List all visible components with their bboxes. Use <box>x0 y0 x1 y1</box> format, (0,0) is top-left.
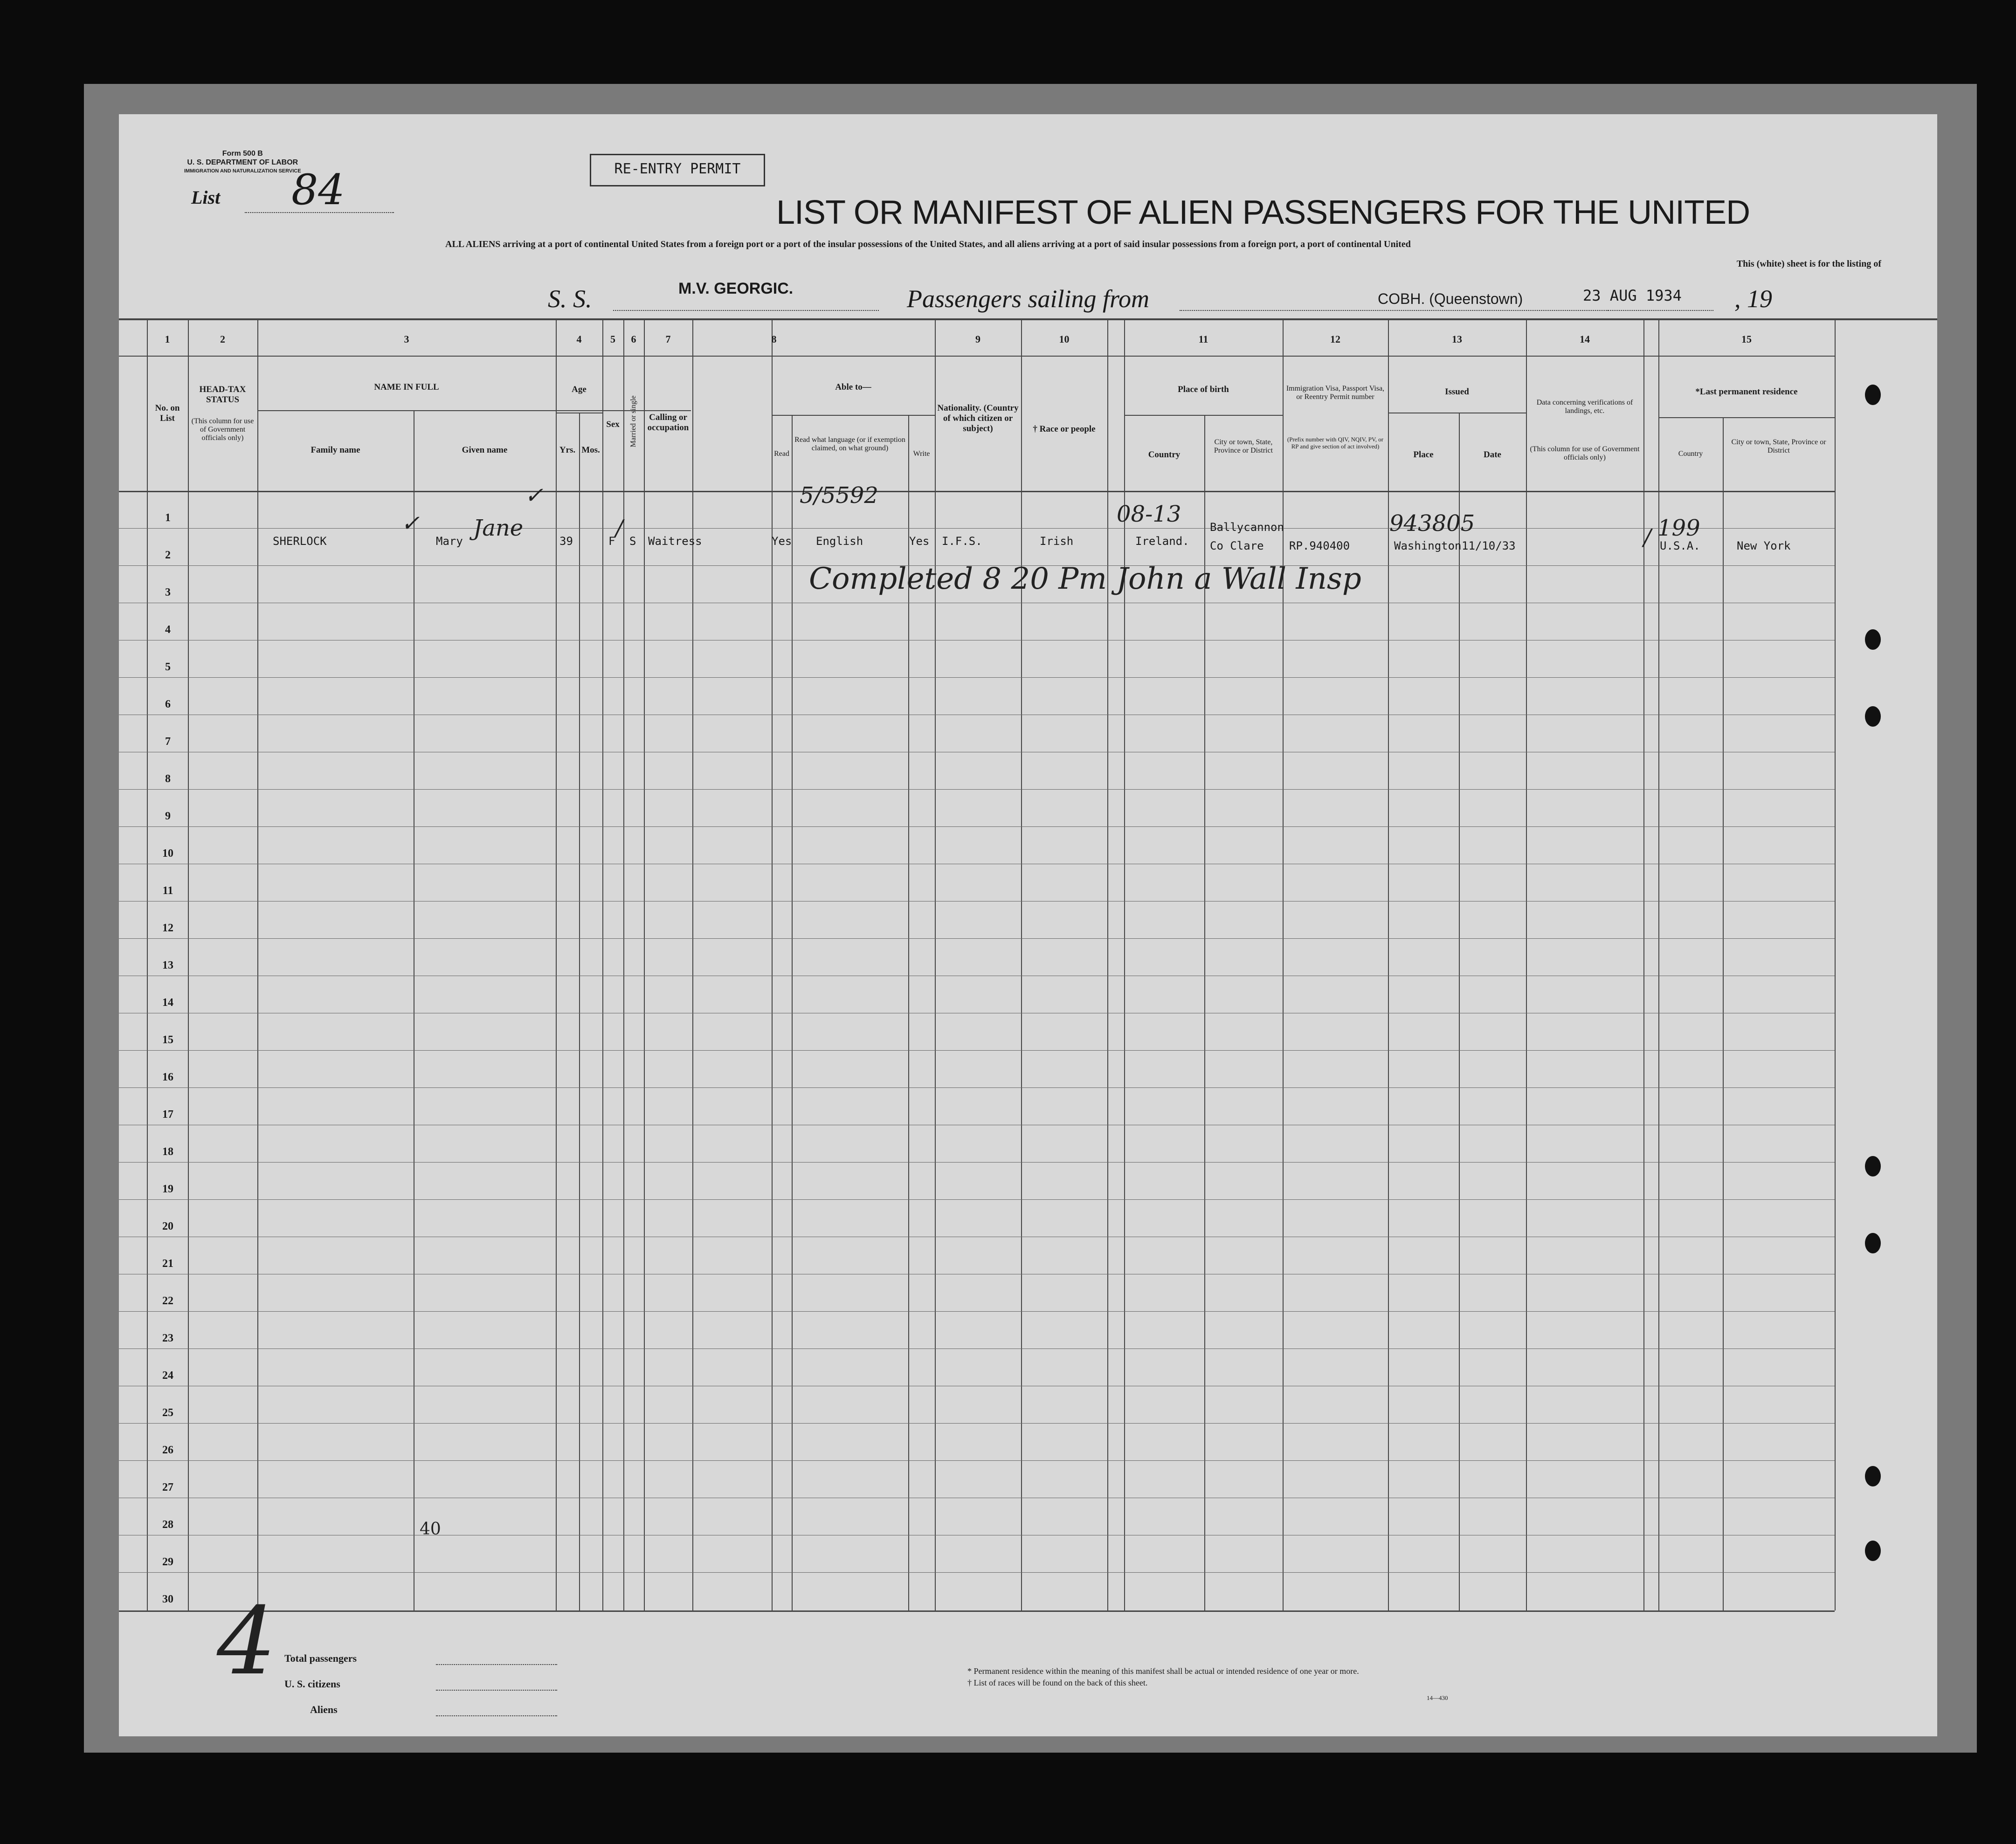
col-divider <box>1835 318 1836 1610</box>
entry-issued-place: Washington <box>1394 539 1462 552</box>
ship-line <box>613 310 879 311</box>
row-line <box>119 789 1835 790</box>
column-number: 13 <box>1452 333 1462 345</box>
row-line <box>119 528 1835 529</box>
col-divider <box>1459 413 1460 1610</box>
row-number: 3 <box>165 586 171 599</box>
entry-birth-city-2: Co Clare <box>1210 539 1264 552</box>
row-number: 12 <box>162 922 173 934</box>
row-number: 27 <box>162 1481 173 1493</box>
header-landings-note: (This column for use of Government officials only) <box>1530 445 1640 461</box>
col-divider <box>188 318 189 1610</box>
column-number: 14 <box>1580 333 1590 345</box>
department: U. S. DEPARTMENT OF LABOR <box>187 158 298 166</box>
col-divider <box>602 318 603 1610</box>
header-sex: Sex <box>606 420 620 429</box>
row-number: 24 <box>162 1369 173 1382</box>
entry-nationality: I.F.S. <box>942 535 982 548</box>
header-yrs: Yrs. <box>559 445 576 455</box>
subheader-rule-name <box>257 410 691 411</box>
header-top-rule <box>119 318 1937 320</box>
row-number: 14 <box>162 997 173 1009</box>
header-landings: Data concerning verifications of landings, etc. <box>1536 399 1633 415</box>
row-number: 2 <box>165 549 171 561</box>
handwritten-residence-note: 199 <box>1657 515 1700 541</box>
subheader-rule-res <box>1658 417 1835 418</box>
entry-race: Irish <box>1040 535 1074 548</box>
row-number: 28 <box>162 1519 173 1531</box>
col-divider <box>1283 318 1284 1610</box>
reentry-permit-stamp: RE-ENTRY PERMIT <box>590 154 765 186</box>
table-bottom-rule <box>119 1610 1835 1612</box>
column-number: 7 <box>665 333 671 345</box>
header-read-language: Read what language (or if exemption claimed, on what ground) <box>794 436 905 452</box>
header-place-of-birth: Place of birth <box>1178 385 1229 394</box>
entry-family-name: SHERLOCK <box>273 535 327 548</box>
passengers-label: Passengers sailing from <box>907 285 1150 313</box>
header-race: † Race or people <box>1033 424 1096 434</box>
entry-marital: S <box>629 535 636 548</box>
header-issued-date: Date <box>1484 450 1501 460</box>
row-number: 17 <box>162 1108 173 1121</box>
header-issued-place: Place <box>1413 450 1434 460</box>
entry-res-city: New York <box>1737 539 1791 552</box>
col-divider <box>935 318 936 1610</box>
us-citizens-line <box>436 1690 557 1691</box>
row-number: 8 <box>165 773 171 785</box>
footnote-permanent: * Permanent residence within the meaning of this manifest shall be actual or intended residence of one year or more. <box>967 1666 1359 1676</box>
subtitle: ALL ALIENS arriving at a port of continental United States from a foreign port or a port of the insular possessions of the United States, and all aliens arriving at a port of said insular possessions from a foreign port, a port of continental United <box>445 239 1411 249</box>
col-divider <box>556 318 557 1610</box>
entry-occupation: Waitress <box>648 535 702 548</box>
row-line <box>119 938 1835 939</box>
aliens-line <box>436 1715 557 1716</box>
row-number: 29 <box>162 1556 173 1568</box>
check-mark-1: ✓ <box>525 482 544 509</box>
row-number: 19 <box>162 1183 173 1195</box>
us-citizens-label: U. S. citizens <box>284 1678 340 1690</box>
entry-given-name: Mary <box>436 535 463 548</box>
column-number: 3 <box>404 333 409 345</box>
column-number: 2 <box>220 333 225 345</box>
header-age: Age <box>572 385 587 394</box>
row-line <box>119 1423 1835 1424</box>
row-number: 16 <box>162 1071 173 1083</box>
entry-age: 39 <box>559 535 573 548</box>
entry-birth-city-1: Ballycannon <box>1210 521 1284 534</box>
col-divider <box>1643 318 1644 1610</box>
entry-language: English <box>816 535 863 548</box>
column-number: 15 <box>1741 333 1752 345</box>
row-number: 15 <box>162 1034 173 1046</box>
column-number: 8 <box>771 333 777 345</box>
header-res-country: Country <box>1678 450 1703 458</box>
header-mos: Mos. <box>581 445 600 455</box>
row-number: 23 <box>162 1332 173 1344</box>
row-line <box>119 1087 1835 1088</box>
margin-number: 40 <box>420 1520 441 1539</box>
header-no-on-list: No. on List <box>155 403 180 423</box>
date-line <box>1522 310 1713 311</box>
header-visa: Immigration Visa, Passport Visa, or Reentry Permit number <box>1286 385 1385 401</box>
row-line <box>119 1460 1835 1461</box>
handwritten-birth-note: 08-13 <box>1117 501 1181 527</box>
binder-hole <box>1865 1233 1881 1253</box>
list-line <box>245 212 394 213</box>
header-write: Write <box>913 450 930 458</box>
header-head-tax: HEAD-TAX STATUS <box>199 385 246 405</box>
column-number: 10 <box>1059 333 1070 345</box>
row-number: 6 <box>165 698 171 710</box>
column-number: 5 <box>610 333 615 345</box>
binder-hole <box>1865 385 1881 405</box>
col-divider <box>1107 318 1108 1610</box>
header-visa-note: (Prefix number with QIV, NQIV, PV, or RP and give section of act involved) <box>1287 436 1384 450</box>
row-line <box>119 677 1835 678</box>
column-number: 1 <box>165 333 170 345</box>
row-number: 30 <box>162 1593 173 1605</box>
header-bottom-rule <box>119 491 1835 492</box>
header-family-name: Family name <box>311 445 360 455</box>
ship-name: M.V. GEORGIC. <box>678 280 794 297</box>
inspector-signature: Completed 8 20 Pm John a Wall Insp <box>809 562 1361 596</box>
col-divider <box>1526 318 1527 1610</box>
sailing-date: 23 AUG 1934 <box>1583 287 1682 304</box>
row-number: 7 <box>165 736 171 748</box>
row-number: 21 <box>162 1258 173 1270</box>
column-number: 4 <box>576 333 582 345</box>
row-number: 10 <box>162 847 173 860</box>
slash-mark-res: / <box>1643 524 1651 550</box>
header-birth-city: City or town, State, Province or District <box>1214 438 1273 454</box>
header-res-city: City or town, State, Province or District <box>1731 438 1826 454</box>
header-head-tax-note: (This column for use of Government officials only) <box>191 417 254 442</box>
col-divider <box>772 318 773 1610</box>
margin-mark: 4 <box>217 1587 276 1696</box>
row-number: 5 <box>165 661 171 673</box>
header-calling: Calling or occupation <box>647 413 689 433</box>
form-id: Form 500 B <box>222 150 263 158</box>
entry-read: Yes <box>772 535 792 548</box>
handwritten-language-note: 5/5592 <box>800 482 878 509</box>
binder-hole <box>1865 706 1881 727</box>
row-number: 13 <box>162 959 173 971</box>
header-residence: *Last permanent residence <box>1695 387 1798 397</box>
row-number: 18 <box>162 1146 173 1158</box>
row-line <box>119 1199 1835 1200</box>
row-number: 25 <box>162 1407 173 1419</box>
row-line <box>119 826 1835 827</box>
binder-hole <box>1865 1466 1881 1486</box>
footnote-races: † List of races will be found on the back of this sheet. <box>967 1678 1148 1687</box>
col-divider <box>579 413 580 1610</box>
row-line <box>119 1050 1835 1051</box>
row-line <box>119 1162 1835 1163</box>
row-number: 9 <box>165 810 171 822</box>
col-divider <box>1388 318 1389 1610</box>
page-title: LIST OR MANIFEST OF ALIEN PASSENGERS FOR THE UNITED <box>776 194 1750 231</box>
total-passengers-label: Total passengers <box>284 1652 357 1664</box>
entry-given-name-hand: Jane <box>473 515 524 541</box>
header-nationality: Nationality. (Country of which citizen or subject) <box>937 403 1019 433</box>
subheader-rule-birth <box>1124 415 1283 416</box>
entry-res-country: U.S.A. <box>1660 539 1700 552</box>
subheader-rule-able <box>772 415 935 416</box>
total-passengers-line <box>436 1664 557 1665</box>
col-divider <box>623 318 624 1610</box>
header-name-in-full: NAME IN FULL <box>374 382 439 392</box>
col-divider <box>1723 417 1724 1610</box>
header-read: Read <box>774 450 789 458</box>
header-num-rule <box>119 356 1835 357</box>
binder-hole <box>1865 1156 1881 1177</box>
ss-label: S. S. <box>548 285 592 313</box>
binder-hole <box>1865 629 1881 650</box>
row-number: 11 <box>162 885 173 897</box>
manifest-page <box>119 114 1937 1736</box>
subtitle-2: This (white) sheet is for the listing of <box>1736 259 1881 269</box>
row-number: 1 <box>165 512 171 524</box>
handwritten-visa-note: 943805 <box>1389 510 1475 537</box>
col-divider <box>257 318 258 1610</box>
port-name: COBH. (Queenstown) <box>1378 290 1523 307</box>
header-able-to: Able to— <box>835 382 871 392</box>
aliens-label: Aliens <box>310 1704 338 1715</box>
column-number: 11 <box>1198 333 1208 345</box>
binder-hole <box>1865 1541 1881 1561</box>
footnote-form-code: 14—430 <box>1427 1694 1448 1701</box>
col-divider <box>644 318 645 1610</box>
header-issued: Issued <box>1445 387 1469 397</box>
entry-sex: F <box>608 535 615 548</box>
header-birth-country: Country <box>1148 450 1181 460</box>
row-line <box>119 1572 1835 1573</box>
slash-mark: / <box>615 515 623 541</box>
year-label: , 19 <box>1734 285 1772 313</box>
check-mark-2: ✓ <box>401 510 420 537</box>
list-label: List <box>191 187 221 208</box>
list-number: 84 <box>291 165 345 214</box>
row-number: 22 <box>162 1295 173 1307</box>
entry-write: Yes <box>909 535 930 548</box>
col-divider <box>1021 318 1022 1610</box>
column-number: 9 <box>975 333 980 345</box>
col-divider <box>147 318 148 1610</box>
row-number: 20 <box>162 1220 173 1232</box>
header-married: Married or single <box>629 395 637 447</box>
entry-birth-country: Ireland. <box>1135 535 1189 548</box>
service: IMMIGRATION AND NATURALIZATION SERVICE <box>184 168 301 174</box>
row-number: 4 <box>165 624 171 636</box>
entry-issued-date: 11/10/33 <box>1462 539 1516 552</box>
form-id-block <box>184 149 301 176</box>
column-number: 6 <box>631 333 636 345</box>
header-given-name: Given name <box>462 445 508 455</box>
col-divider <box>692 318 693 1610</box>
row-number: 26 <box>162 1444 173 1456</box>
column-number: 12 <box>1330 333 1340 345</box>
row-line <box>119 1311 1835 1312</box>
entry-visa: RP.940400 <box>1289 539 1350 552</box>
col-divider <box>1658 318 1659 1610</box>
